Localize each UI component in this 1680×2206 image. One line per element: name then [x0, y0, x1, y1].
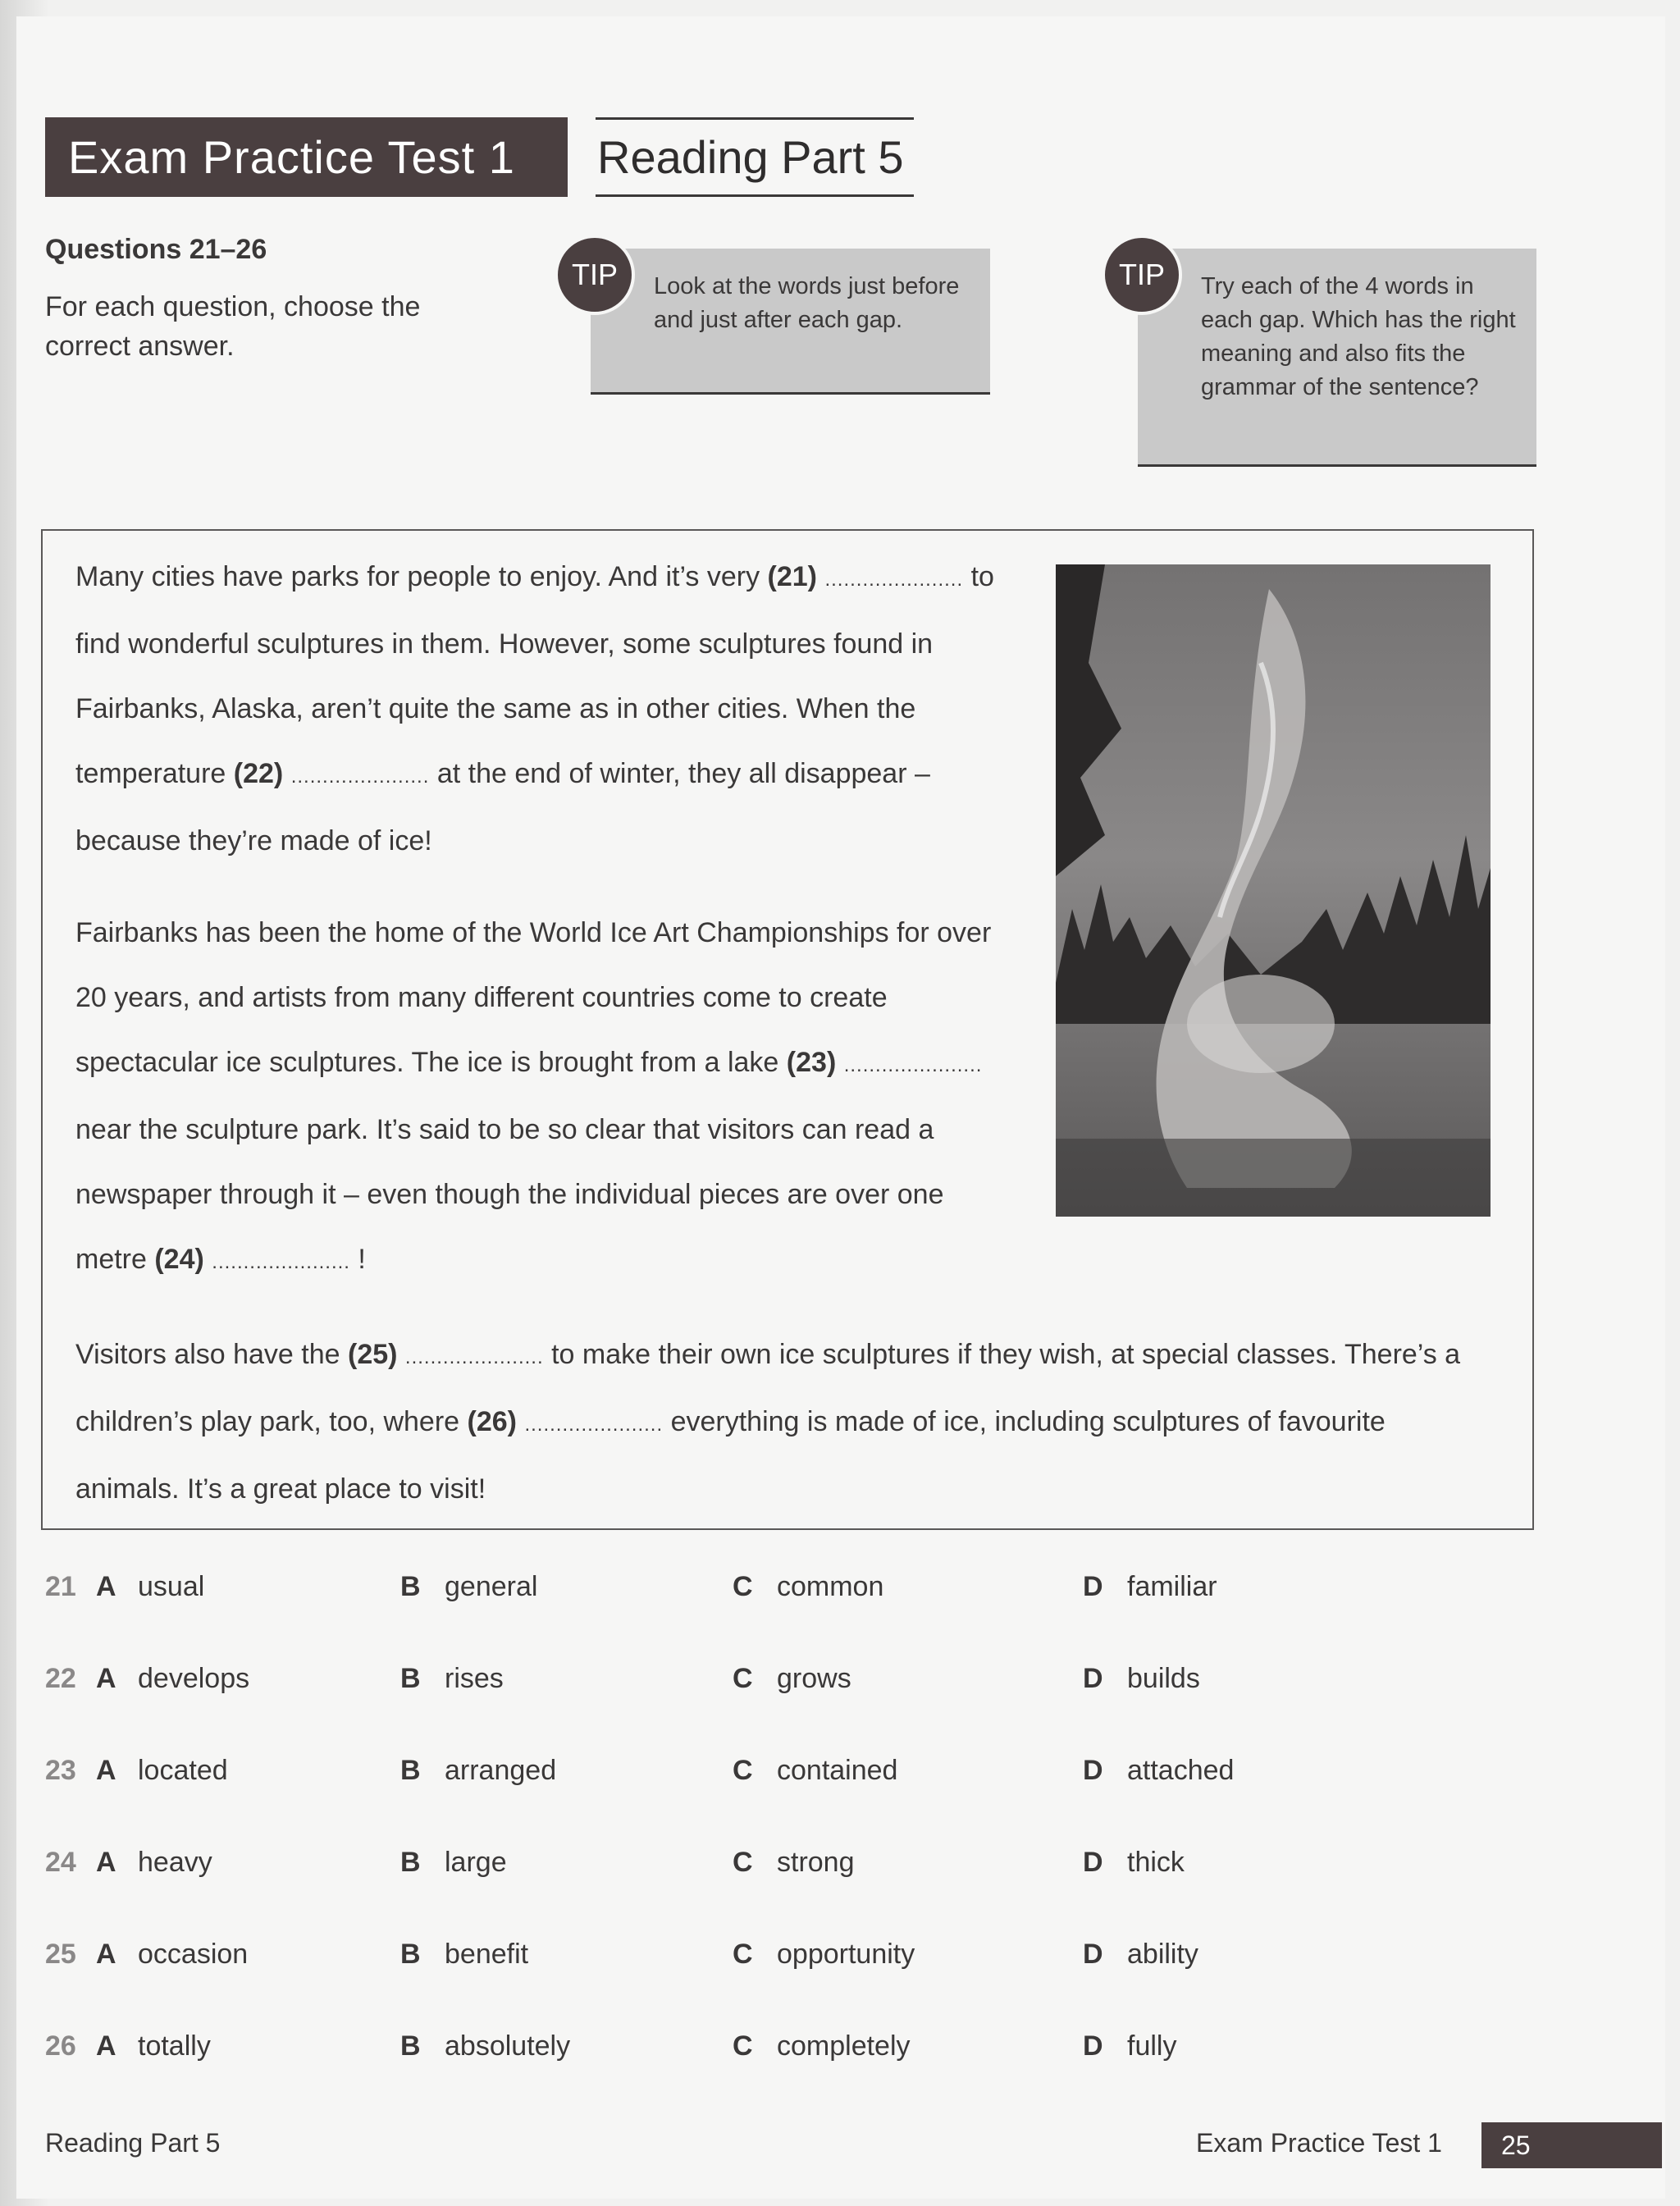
- option-letter-a: A: [96, 1847, 116, 1878]
- gap-26: ......................: [524, 1414, 664, 1436]
- option-letter-a: A: [96, 1663, 116, 1694]
- option-letter-b: B: [400, 1755, 421, 1786]
- option-letter-d: D: [1083, 1663, 1103, 1694]
- ice-sculpture-photo: [1056, 564, 1491, 1217]
- option-a[interactable]: totally: [138, 2030, 211, 2062]
- gap-23: ......................: [843, 1054, 983, 1076]
- footer-test-label: Exam Practice Test 1: [1196, 2128, 1442, 2158]
- question-number: 26: [45, 2030, 76, 2062]
- passage-paragraph-3: [75, 1322, 1470, 1522]
- option-letter-a: A: [96, 2030, 116, 2062]
- option-b[interactable]: large: [445, 1847, 507, 1878]
- tip-box-1: [591, 249, 990, 395]
- ice-sculpture-image: [1056, 564, 1491, 1217]
- option-a[interactable]: usual: [138, 1571, 205, 1602]
- option-letter-c: C: [733, 1571, 753, 1602]
- option-letter-d: D: [1083, 1939, 1103, 1970]
- option-b[interactable]: benefit: [445, 1939, 529, 1970]
- option-letter-c: C: [733, 1663, 753, 1694]
- passage-text: !: [349, 1244, 366, 1275]
- gap-number-21: (21): [767, 561, 817, 592]
- passage-text: Visitors also have the: [75, 1339, 348, 1370]
- passage-paragraph-2: [75, 901, 1002, 1295]
- option-b[interactable]: absolutely: [445, 2030, 571, 2062]
- option-letter-d: D: [1083, 1571, 1103, 1602]
- option-d[interactable]: builds: [1127, 1663, 1200, 1694]
- option-letter-a: A: [96, 1755, 116, 1786]
- option-c[interactable]: completely: [777, 2030, 911, 2062]
- option-letter-d: D: [1083, 2030, 1103, 2062]
- test-title: Exam Practice Test 1: [45, 117, 568, 197]
- instructions: For each question, choose the correct answer.: [45, 291, 421, 362]
- gap-21: ......................: [824, 569, 964, 591]
- option-letter-b: B: [400, 1663, 421, 1694]
- option-d[interactable]: thick: [1127, 1847, 1185, 1878]
- footer-section-label: Reading Part 5: [45, 2128, 221, 2158]
- option-a[interactable]: develops: [138, 1663, 250, 1694]
- question-number: 21: [45, 1571, 76, 1602]
- option-c[interactable]: common: [777, 1571, 884, 1602]
- option-letter-d: D: [1083, 1755, 1103, 1786]
- option-c[interactable]: grows: [777, 1663, 851, 1694]
- option-a[interactable]: heavy: [138, 1847, 212, 1878]
- tip-text-2: Try each of the 4 words in each gap. Which has the right meaning and also fits the grammar of the sentence?: [1201, 273, 1516, 400]
- gap-number-22: (22): [233, 758, 284, 789]
- option-letter-b: B: [400, 1571, 421, 1602]
- passage-text: to find wonderful sculptures in them. However, some sculptures found in Fairbanks, Alaska, aren’t quite the same as in other cities. When the temperature: [75, 561, 994, 789]
- tip-badge-2: TIP: [1102, 235, 1182, 315]
- option-c[interactable]: contained: [777, 1755, 898, 1786]
- gap-number-25: (25): [348, 1339, 398, 1370]
- questions-heading: Questions 21–26: [45, 234, 267, 265]
- option-letter-c: C: [733, 1755, 753, 1786]
- option-letter-b: B: [400, 1847, 421, 1878]
- option-letter-d: D: [1083, 1847, 1103, 1878]
- gap-22: ......................: [290, 765, 430, 788]
- part-title: Reading Part 5: [596, 117, 914, 197]
- gap-number-24: (24): [154, 1244, 204, 1275]
- option-b[interactable]: general: [445, 1571, 538, 1602]
- option-letter-c: C: [733, 2030, 753, 2062]
- page-number: 25: [1481, 2122, 1662, 2168]
- option-c[interactable]: strong: [777, 1847, 855, 1878]
- option-letter-a: A: [96, 1571, 116, 1602]
- option-b[interactable]: arranged: [445, 1755, 557, 1786]
- tip-box-2: [1138, 249, 1536, 467]
- option-letter-c: C: [733, 1847, 753, 1878]
- gap-24: ......................: [212, 1251, 350, 1273]
- question-number: 23: [45, 1755, 76, 1786]
- option-d[interactable]: ability: [1127, 1939, 1198, 1970]
- gap-number-23: (23): [786, 1047, 837, 1078]
- passage-text: at the end of winter, they all disappear – because they’re made of ice!: [75, 758, 930, 856]
- option-letter-b: B: [400, 2030, 421, 2062]
- passage-text: Many cities have parks for people to enjoy. And it’s very: [75, 561, 768, 592]
- passage-text: near the sculpture park. It’s said to be so clear that visitors can read a newspaper through it – even though the individual pieces are over one metre: [75, 1114, 944, 1275]
- option-a[interactable]: located: [138, 1755, 228, 1786]
- option-d[interactable]: fully: [1127, 2030, 1177, 2062]
- question-number: 22: [45, 1663, 76, 1694]
- option-b[interactable]: rises: [445, 1663, 504, 1694]
- question-number: 24: [45, 1847, 76, 1878]
- passage-paragraph-1: [75, 545, 1002, 874]
- passage-text: to make their own ice sculptures if they wish, at special classes. There’s a children’s play park, too, where: [75, 1339, 1461, 1437]
- option-d[interactable]: attached: [1127, 1755, 1235, 1786]
- tip-text-1: Look at the words just before and just after each gap.: [654, 273, 960, 333]
- passage-text: Fairbanks has been the home of the World Ice Art Championships for over 20 years, and artists from many different countries come to create spectacular ice sculptures. The ice is brought from a lake: [75, 917, 992, 1078]
- option-a[interactable]: occasion: [138, 1939, 249, 1970]
- gap-number-26: (26): [467, 1406, 517, 1437]
- passage-text: everything is made of ice, including sculptures of favourite animals. It’s a great place to visit!: [75, 1406, 1386, 1505]
- option-c[interactable]: opportunity: [777, 1939, 915, 1970]
- option-letter-c: C: [733, 1939, 753, 1970]
- question-number: 25: [45, 1939, 76, 1970]
- option-letter-b: B: [400, 1939, 421, 1970]
- tip-badge-1: TIP: [555, 235, 635, 315]
- option-letter-a: A: [96, 1939, 116, 1970]
- option-d[interactable]: familiar: [1127, 1571, 1217, 1602]
- gap-25: ......................: [404, 1346, 544, 1368]
